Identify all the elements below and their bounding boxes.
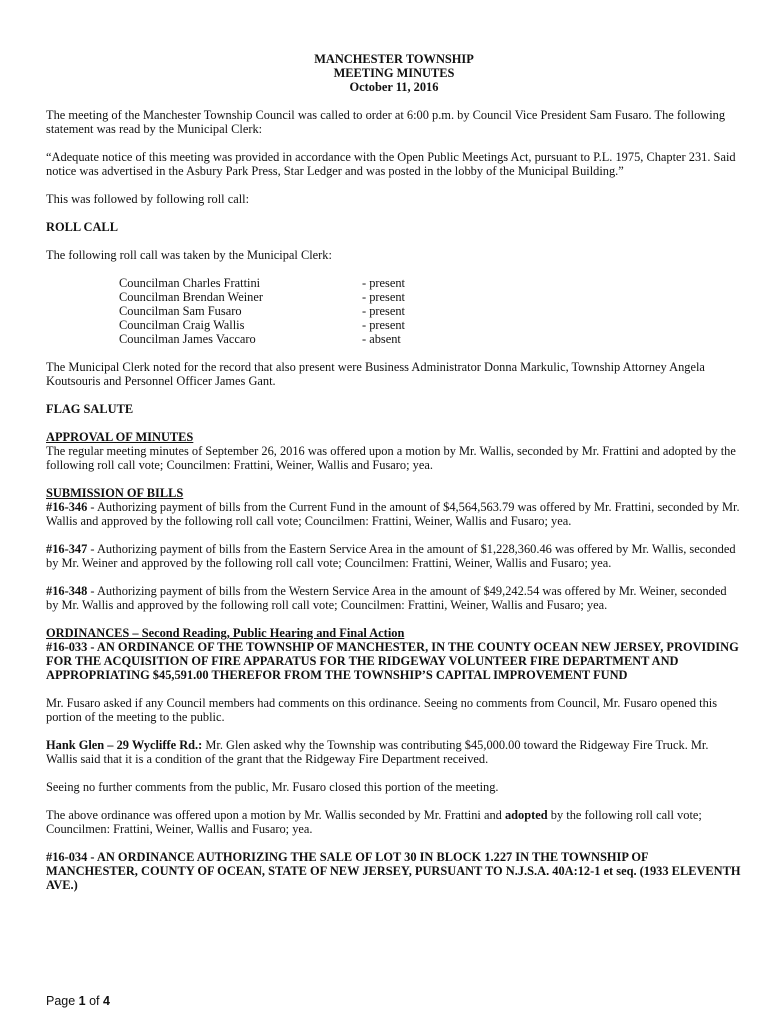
roll-call-list [119,276,742,346]
member-status: - present [362,276,406,290]
ordinances-heading: ORDINANCES – Second Reading, Public Hearing and Final Action [46,626,405,640]
page-footer [46,994,110,1008]
member-name: Councilman Craig Wallis [119,318,245,332]
roll-call-heading: ROLL CALL [46,220,118,234]
roll-call-row [119,318,742,332]
approval-heading: APPROVAL OF MINUTES [46,430,194,444]
bill-text: - Authorizing payment of bills from the Eastern Service Area in the amount of $1,228,360.46 was offered by Mr. Wallis, seconded by Mr. Weiner and approved by the following roll call vote; Councilmen: Frattini, Weiner, Wallis and Fusaro; yea. [46,542,736,570]
roll-call-row [119,332,742,346]
member-name: Councilman Sam Fusaro [119,304,242,318]
member-status: - present [362,290,406,304]
member-name: Councilman Brendan Weiner [119,290,263,304]
ordinance-1-adoption [46,808,742,836]
bill-text: - Authorizing payment of bills from the Western Service Area in the amount of $49,242.54 was offered by Mr. Weiner, seconded by Mr. Wallis and approved by the following roll call vote; Councilmen: Frattini, Weiner, Wallis and Fusaro; yea. [46,584,727,612]
bills-heading: SUBMISSION OF BILLS [46,486,184,500]
ordinance-1-close-hearing: Seeing no further comments from the public, Mr. Fusaro closed this portion of the meeting. [46,780,499,794]
page-number: 1 [78,994,86,1008]
bill-item [46,542,742,570]
bill-number: #16-347 [46,542,88,556]
public-comment [46,738,742,766]
bill-item [46,584,742,612]
followed-by-roll-call: This was followed by following roll call: [46,192,250,206]
notice-statement: “Adequate notice of this meeting was provided in accordance with the Open Public Meetings Act, pursuant to P.L. 1975, Chapter 231. Said notice was advertised in the Asbury Park Press, Star Ledger and was posted in the lobby of the Municipal Building.” [46,150,736,178]
bill-number: #16-348 [46,584,88,598]
header-township: MANCHESTER TOWNSHIP [314,52,474,66]
of-label: of [85,994,103,1008]
member-name: Councilman James Vaccaro [119,332,256,346]
ordinance-2-title: #16-034 - AN ORDINANCE AUTHORIZING THE SALE OF LOT 30 IN BLOCK 1.227 IN THE TOWNSHIP OF MANCHESTER, COUNTY OF OCEAN, STATE OF NEW JERSEY, PURSUANT TO N.J.S.A. 40A:12-1 et seq. (1933 ELEVENTH AVE.) [46,850,741,892]
roll-call-row [119,290,742,304]
bill-number: #16-346 [46,500,88,514]
document-header [46,52,742,94]
intro-paragraph: The meeting of the Manchester Township Council was called to order at 6:00 p.m. by Council Vice President Sam Fusaro. The following statement was read by the Municipal Clerk: [46,108,726,136]
adopted-word: adopted [504,808,548,822]
roll-call-intro: The following roll call was taken by the Municipal Clerk: [46,248,332,262]
bill-text: - Authorizing payment of bills from the Current Fund in the amount of $4,564,563.79 was offered by Mr. Frattini, seconded by Mr. Wallis and approved by the following roll call vote; Councilmen: Frattini, Weiner, Wallis and Fusaro; yea. [46,500,740,528]
adoption-vote: by the following roll call vote; Councilmen: Frattini, Weiner, Wallis and Fusaro; yea. [46,808,702,836]
approval-text: The regular meeting minutes of September 26, 2016 was offered upon a motion by Mr. Wallis, seconded by Mr. Frattini and adopted by the following roll call vote; Councilmen: Frattini, Weiner, Wallis and Fusaro; yea. [46,444,736,472]
page-label: Page [46,994,79,1008]
also-present-note: The Municipal Clerk noted for the record that also present were Business Administrator Donna Markulic, Township Attorney Angela Koutsouris and Personnel Officer James Gant. [46,360,705,388]
roll-call-row [119,276,742,290]
speaker-name: Hank Glen – 29 Wycliffe Rd.: [46,738,203,752]
member-name: Councilman Charles Frattini [119,276,261,290]
header-title: MEETING MINUTES [333,66,455,80]
header-date: October 11, 2016 [349,80,439,94]
bill-item [46,500,742,528]
member-status: - absent [362,332,401,346]
roll-call-row [119,304,742,318]
ordinance-1-title: #16-033 - AN ORDINANCE OF THE TOWNSHIP OF MANCHESTER, IN THE COUNTY OCEAN NEW JERSEY, PROVIDING FOR THE ACQUISITION OF FIRE APPARATUS FOR THE RIDGEWAY VOLUNTEER FIRE DEPARTMENT AND APPROPRIATING $45,591.00 THEREFOR FROM THE TOWNSHIP’S CAPITAL IMPROVEMENT FUND [46,640,739,682]
page-total: 4 [103,994,110,1008]
member-status: - present [362,318,406,332]
speaker-comment: Mr. Glen asked why the Township was contributing $45,000.00 toward the Ridgeway Fire Truck. Mr. Wallis said that it is a condition of the grant that the Ridgeway Fire Department received. [46,738,709,766]
adoption-text: The above ordinance was offered upon a motion by Mr. Wallis seconded by Mr. Frattini and [46,808,505,822]
flag-salute-heading: FLAG SALUTE [46,402,134,416]
member-status: - present [362,304,406,318]
minutes-body [46,52,742,892]
ordinance-1-open-hearing: Mr. Fusaro asked if any Council members had comments on this ordinance. Seeing no comments from Council, Mr. Fusaro opened this portion of the meeting to the public. [46,696,718,724]
